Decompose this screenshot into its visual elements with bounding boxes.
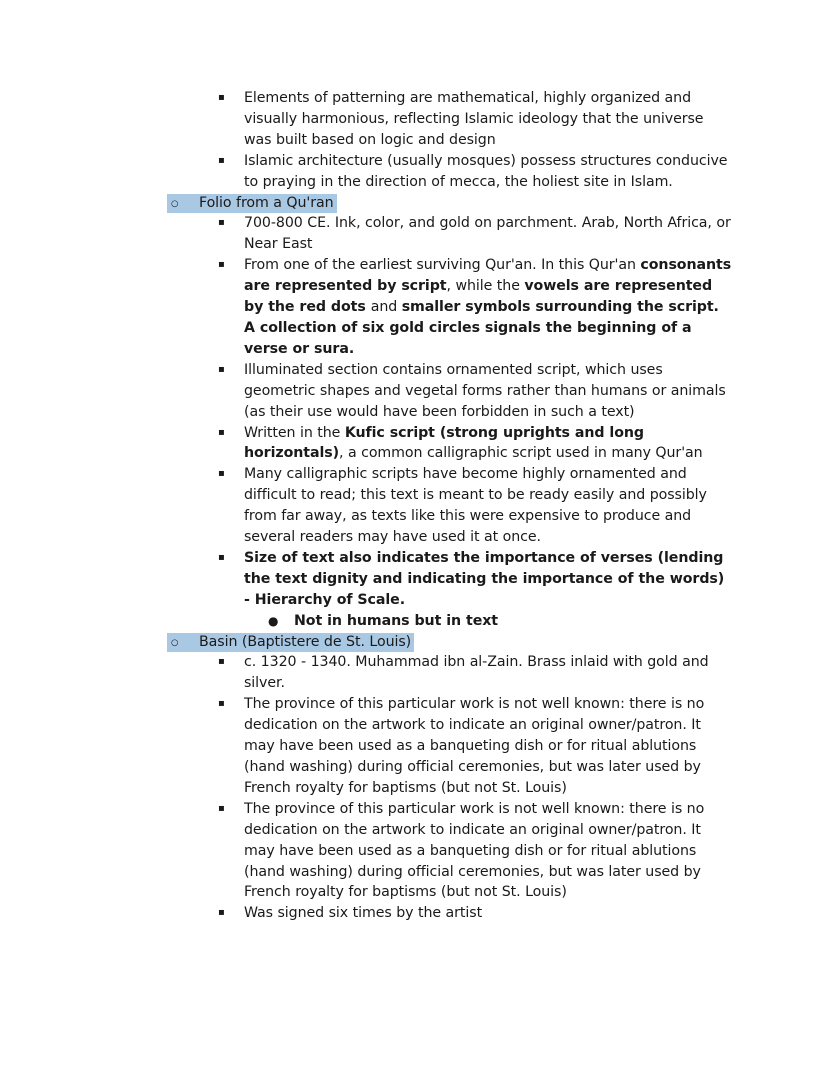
highlighted-text	[196, 194, 337, 213]
highlighted-text	[196, 633, 414, 652]
outline-list	[0, 88, 828, 924]
text-run: , while the	[446, 278, 525, 295]
filled-square-bullet-icon: ▪	[218, 154, 225, 166]
outline-list-item	[0, 464, 828, 548]
bold-run: Size of text also indicates the importance of verses (lending the text dignity and indicating the importance of the words) - Hierarchy of Scale.	[244, 549, 725, 608]
bold-run: consonants are represented by script	[244, 257, 732, 295]
text-run: Basin (Baptistere de St. Louis)	[199, 633, 412, 650]
bold-run: smaller symbols surrounding the script. A collection of six gold circles signals the beginning of a verse or sura.	[244, 299, 719, 357]
filled-square-bullet-icon: ▪	[218, 259, 225, 271]
outline-list-item	[0, 88, 828, 151]
text-run: The province of this particular work is not well known: there is no dedication on the artwork to indicate an original owner/patron. It may have been used as a banqueting dish or for ritual ablutions (hand washing) during official ceremonies, but was later used by French royalty for baptisms (but not St. Louis)	[244, 800, 705, 901]
filled-square-bullet-icon: ▪	[218, 217, 225, 229]
outline-list-item	[0, 652, 828, 694]
text-run: The province of this particular work is not well known: there is no dedication on the artwork to indicate an original owner/patron. It may have been used as a banqueting dish or for ritual ablutions (hand washing) during official ceremonies, but was later used by French royalty for baptisms (but not St. Louis)	[244, 696, 705, 796]
text-run: Elements of patterning are mathematical, highly organized and visually harmonious, reflecting Islamic ideology that the universe was built based on logic and design	[244, 90, 704, 148]
filled-square-bullet-icon: ▪	[218, 551, 225, 563]
text-run: Illuminated section contains ornamented script, which uses geometric shapes and vegetal forms rather than humans or animals (as their use would have been forbidden in such a text)	[244, 361, 726, 420]
outline-item-text	[244, 696, 704, 796]
outline-list-item	[0, 213, 828, 255]
filled-square-bullet-icon: ▪	[218, 363, 225, 375]
outline-list-item	[0, 151, 828, 193]
outline-list-item	[0, 611, 828, 632]
hollow-circle-bullet-icon: ○	[171, 198, 179, 209]
text-run: 700-800 CE. Ink, color, and gold on parchment. Arab, North Africa, or Near East	[244, 215, 731, 253]
outline-item-text	[244, 425, 703, 462]
bold-run: Not in humans but in text	[294, 612, 499, 629]
filled-square-bullet-icon: ▪	[218, 426, 225, 438]
bold-run: Kufic script (strong uprights and long horizontals)	[244, 424, 644, 462]
text-run: c. 1320 - 1340. Muhammad ibn al-Zain. Brass inlaid with gold and silver.	[244, 654, 709, 692]
filled-square-bullet-icon: ▪	[218, 698, 225, 710]
outline-item-text	[244, 654, 709, 691]
outline-list-item	[0, 799, 828, 904]
text-run: Written in the	[244, 424, 345, 441]
text-run: and	[370, 299, 402, 316]
outline-item-text	[244, 215, 731, 252]
text-run: Islamic architecture (usually mosques) possess structures conducive to praying in the direction of mecca, the holiest site in Islam.	[244, 152, 728, 190]
filled-square-bullet-icon: ▪	[218, 802, 225, 814]
filled-square-bullet-icon: ▪	[218, 468, 225, 480]
bold-run: vowels are represented by the red dots	[244, 278, 713, 316]
text-run: , a common calligraphic script used in many Qur'an	[339, 445, 703, 462]
outline-item-text	[199, 195, 337, 211]
filled-circle-bullet-icon: ●	[268, 613, 279, 628]
outline-heading-row	[0, 632, 828, 653]
outline-item-text	[244, 257, 731, 357]
outline-list-item	[0, 255, 828, 360]
outline-list-item	[0, 548, 828, 611]
text-run: From one of the earliest surviving Qur'an. In this Qur'an	[244, 257, 641, 274]
filled-square-bullet-icon: ▪	[218, 656, 225, 668]
outline-item-text	[244, 801, 704, 901]
outline-item-text	[244, 905, 482, 921]
text-run: Many calligraphic scripts have become highly ornamented and difficult to read; this text is meant to be ready easily and possibly from far away, as texts like this were expensive to produce and several readers may have used it at once.	[244, 466, 707, 546]
filled-square-bullet-icon: ▪	[218, 907, 225, 919]
outline-list-item	[0, 694, 828, 799]
outline-item-text	[294, 613, 498, 629]
outline-item-text	[244, 90, 703, 148]
text-run: Was signed six times by the artist	[244, 905, 483, 922]
outline-heading-row	[0, 193, 828, 214]
outline-item-text	[199, 634, 414, 650]
outline-item-text	[244, 153, 727, 190]
filled-square-bullet-icon: ▪	[218, 92, 225, 103]
outline-item-text	[244, 362, 726, 420]
outline-item-text	[244, 466, 707, 545]
hollow-circle-bullet-icon: ○	[171, 637, 179, 648]
outline-item-text	[244, 550, 724, 608]
outline-list-item	[0, 903, 828, 924]
outline-list-item	[0, 360, 828, 423]
text-run: Folio from a Qu'ran	[199, 194, 334, 211]
outline-list-item	[0, 423, 828, 465]
